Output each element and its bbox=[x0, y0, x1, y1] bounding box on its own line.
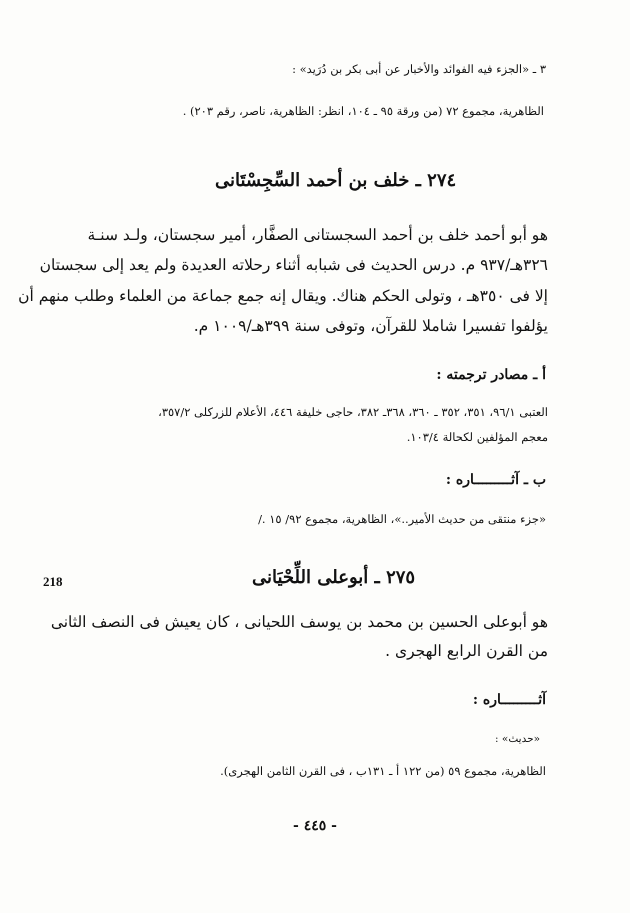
entry-275-works-heading: آثـــــــــاره : bbox=[472, 692, 546, 708]
entry-274-works-line: «جزء منتقى من حديث الأمير..»، الظاهرية، مجموع ٩٢/ ١٥ ./ bbox=[258, 512, 546, 526]
entry-274-bio-line-1: هو أبو أحمد خلف بن أحمد السجستانى الصفَّار، أمير سجستان، ولـد سنـة bbox=[87, 226, 548, 244]
entry-275-title: ٢٧٥ ـ أبوعلى اللِّحْيَانى bbox=[252, 567, 416, 588]
entry-274-sources-heading: أ ـ مصادر ترجمته : bbox=[436, 367, 546, 383]
item-3-title: ٣ ـ «الجزء فيه الفوائد والأخبار عن أبى بكر بن دُرَيد» : bbox=[292, 62, 546, 76]
entry-275-works-source: الظاهرية، مجموع ٥٩ (من ١٢٢ أ ـ ١٣١ب ، فى القرن الثامن الهجرى). bbox=[220, 764, 546, 778]
margin-page-number: 218 bbox=[43, 574, 63, 589]
entry-275-works-item: «حديث» : bbox=[495, 733, 540, 745]
page-footer-number: - ٤٤٥ - bbox=[293, 818, 337, 834]
entry-274-bio-line-4: يؤلفوا تفسيرا شاملا للقرآن، وتوفى سنة ٣٩٩هـ/١٠٠٩ م. bbox=[193, 317, 548, 335]
entry-274-title: ٢٧٤ ـ خلف بن أحمد السِّجِسْتَانى bbox=[215, 170, 457, 191]
entry-275-bio-line-2: من القرن الرابع الهجرى . bbox=[385, 642, 548, 660]
entry-274-works-heading: ب ـ آثـــــــــاره : bbox=[445, 472, 546, 488]
entry-275-bio-line-1: هو أبوعلى الحسين بن محمد بن يوسف اللحيانى ، كان يعيش فى النصف الثانى bbox=[50, 613, 548, 631]
entry-274-bio-line-2: ٣٢٦هـ/٩٣٧ م. درس الحديث فى شبابه أثناء رحلاته العديدة ولم يعد إلى سجستان bbox=[39, 256, 548, 274]
entry-274-sources-line-1: العتبى ٩٦/١، ٣٥١، ٣٥٢ ـ ٣٦٠، ٣٦٨ـ ٣٨٢، حاجى خليفة ٤٤٦، الأعلام للزركلى ٣٥٧/٢، bbox=[158, 405, 548, 419]
item-3-source: الظاهرية، مجموع ٧٢ (من ورقة ٩٥ ـ ١٠٤، انظر: الظاهرية، ناصر، رقم ٢٠٣) . bbox=[182, 104, 544, 118]
entry-274-bio-line-3: إلا فى ٣٥٠هـ ، وتولى الحكم هناك. ويقال إنه جمع جماعة من العلماء وطلب منهم أن bbox=[18, 287, 548, 305]
entry-274-sources-line-2: معجم المؤلفين لكحالة ١٠٣/٤. bbox=[406, 430, 548, 444]
